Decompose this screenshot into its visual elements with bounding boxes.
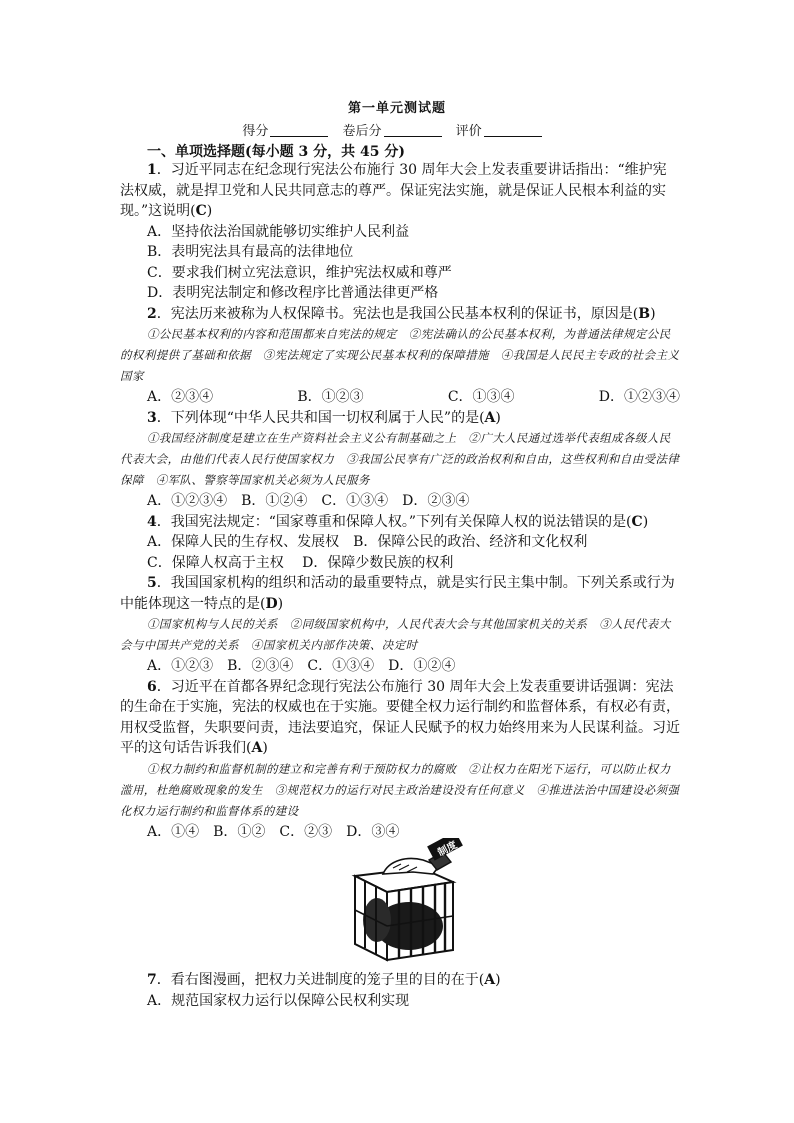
option: D．①②③④ [598, 389, 680, 405]
question-number: 6 [147, 678, 157, 695]
answer: A [251, 740, 263, 756]
question-stem: ．我国国家机构的组织和活动的最重要特点，就是实行民主集中制。下列关系或行为中能体现这一特点的是( [120, 575, 675, 612]
options-line: A．①②③ B．②③④ C．①③④ D．①②④ [147, 658, 456, 674]
option: B．①②③ [297, 389, 364, 405]
question-number: 2 [147, 305, 157, 322]
paper-score-blank [384, 124, 442, 137]
answer: A [484, 409, 496, 426]
score-line [0, 120, 794, 139]
statements: ①权力制约和监督机制的建立和完善有利于预防权力的腐败 ②让权力在阳光下运行，可以防止权力滥用，杜绝腐败现象的发生 ③规范权力的运行对民主政治建设没有任何意义 ④推进法治中国建设必须强化权力运行制约和监督体系的建设 [120, 761, 680, 818]
score-blank [270, 124, 328, 137]
option: C．①③④ [447, 389, 515, 405]
option: C．要求我们树立宪法意识，维护宪法权威和尊严 [147, 264, 452, 281]
evaluation-label: 评价 [455, 124, 482, 139]
question-number: 7 [147, 972, 157, 988]
answer: D [265, 595, 278, 612]
question-2: 2．宪法历来被称为人权保障书。宪法也是我国公民基本权利的保证书，原因是(B) [147, 305, 656, 322]
question-stem: ．看右图漫画，把权力关进制度的笼子里的目的在于( [156, 972, 485, 988]
question-7: 7．看右图漫画，把权力关进制度的笼子里的目的在于(A) [147, 972, 501, 988]
option: A．坚持依法治国就能够切实维护人民利益 [147, 223, 410, 240]
question-number: 5 [147, 575, 157, 591]
question-number: 3 [147, 409, 157, 426]
question-1: 1．习近平同志在纪念现行宪法公布施行 30 周年大会上发表重要讲话指出：“维护宪法权威，就是捍卫党和人民共同意志的尊严。保证宪法实施，就是保证人民根本利益的实现。”这说明(C) [120, 162, 667, 219]
option: A．规范国家权力运行以保障公民权利实现 [147, 992, 410, 1009]
cage-cartoon-image [343, 838, 469, 964]
option: C．保障人权高于主权 D．保障少数民族的权利 [147, 554, 454, 571]
score-label: 得分 [242, 124, 269, 139]
question-4: 4．我国宪法规定：“国家尊重和保障人权。”下列有关保障人权的说法错误的是(C) [147, 513, 649, 530]
options-row [120, 387, 680, 408]
options-line: A．①②③④ B．①②④ C．①③④ D．②③④ [147, 493, 470, 509]
answer: C [631, 513, 643, 530]
cartoon-sign-text: 制度 [436, 839, 460, 859]
option: B．表明宪法具有最高的法律地位 [147, 244, 354, 260]
question-6: 6．习近平在首都各界纪念现行宪法公布施行 30 周年大会上发表重要讲话强调：宪法的生命在于实施，宪法的权威也在于实施。要健全权力运行制约和监督体系，有权必有责，用权受监督，失职要问责，违法要追究，保证人民赋予的权力始终用来为人民谋利益。习近平的这句话告诉我们(A) [120, 678, 680, 756]
question-5: 5．我国国家机构的组织和活动的最重要特点，就是实行民主集中制。下列关系或行为中能体现这一特点的是(D) [120, 575, 675, 612]
option: A．保障人民的生存权、发展权 B．保障公民的政治、经济和文化权利 [147, 534, 588, 550]
paper-score-label: 卷后分 [342, 124, 382, 139]
option: D．表明宪法制定和修改程序比普通法律更严格 [147, 285, 439, 301]
answer: A [484, 972, 496, 988]
question-number: 1 [147, 162, 157, 178]
page-title: 第一单元测试题 [347, 101, 446, 116]
question-stem: ．我国宪法规定：“国家尊重和保障人权。”下列有关保障人权的说法错误的是( [156, 513, 632, 530]
question-stem: ．宪法历来被称为人权保障书。宪法也是我国公民基本权利的保证书，原因是( [156, 305, 639, 322]
options-line: A．①④ B．①② C．②③ D．③④ [147, 823, 400, 840]
question-7-block [120, 970, 680, 1011]
statements: ①国家机构与人民的关系 ②同级国家机构中，人民代表大会与其他国家机关的关系 ③人民代表大会与中国共产党的关系 ④国家机关内部作决策、决定时 [120, 617, 671, 652]
section-title: 一、单项选择题(每小题 3 分，共 45 分) [147, 144, 405, 160]
evaluation-blank [484, 124, 542, 137]
statements: ①我国经济制度是建立在生产资料社会主义公有制基础之上 ②广大人民通过选举代表组成各级人民代表大会，由他们代表人民行使国家权力 ③我国公民享有广泛的政治权利和自由，这些权利和自由受法律保障 ④军队、警察等国家机关必须为人民服务 [120, 431, 680, 487]
answer: B [638, 305, 651, 322]
question-stem: ．习近平在首都各界纪念现行宪法公布施行 30 周年大会上发表重要讲话强调：宪法的生命在于实施，宪法的权威也在于实施。要健全权力运行制约和监督体系，有权必有责，用权受监督，失职要问责，违法要追究，保证人民赋予的权力始终用来为人民谋利益。习近平的这句话告诉我们( [120, 678, 680, 756]
question-3: 3．下列体现“中华人民共和国一切权利属于人民”的是(A) [147, 409, 501, 426]
answer: C [195, 203, 207, 219]
option: A．②③④ [147, 389, 214, 405]
questions-block [120, 160, 680, 842]
statements: ①公民基本权利的内容和范围都来自宪法的规定 ②宪法确认的公民基本权利，为普通法律规定公民的权利提供了基础和依据 ③宪法规定了实现公民基本权利的保障措施 ④我国是人民民主专政的社会主义国家 [120, 327, 680, 383]
question-stem: ．下列体现“中华人民共和国一切权利属于人民”的是( [156, 409, 485, 426]
question-stem: ．习近平同志在纪念现行宪法公布施行 30 周年大会上发表重要讲话指出：“维护宪法权威，就是捍卫党和人民共同意志的尊严。保证宪法实施，就是保证人民根本利益的实现。”这说明( [120, 162, 667, 219]
question-number: 4 [147, 513, 157, 530]
